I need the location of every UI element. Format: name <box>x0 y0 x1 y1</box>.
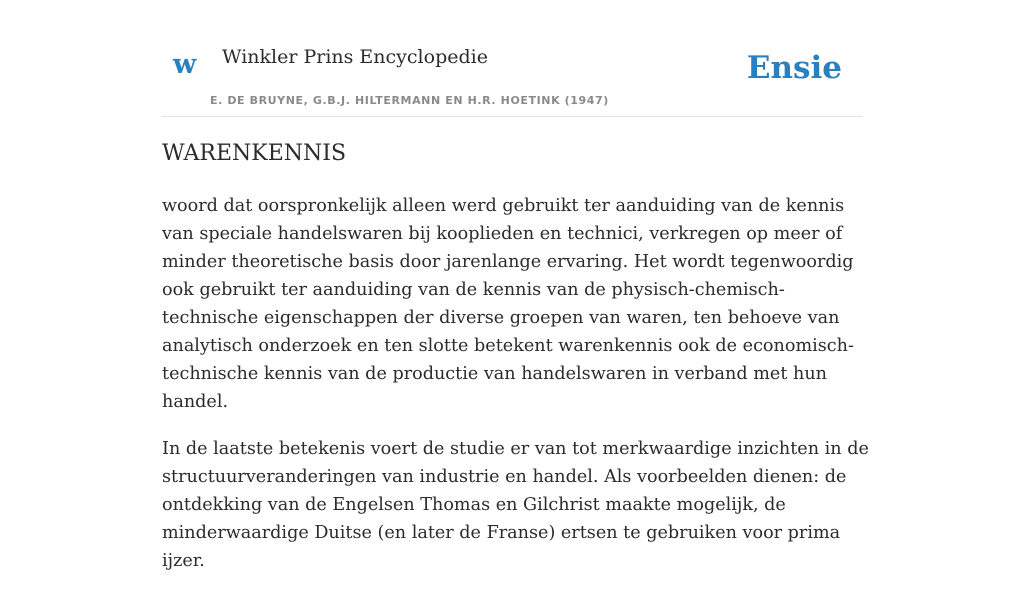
brand-logo[interactable]: Ensie <box>746 50 842 86</box>
authors-line: E. DE BRUYNE, G.B.J. HILTERMANN EN H.R. HOETINK (1947) <box>210 94 609 107</box>
article-paragraph: woord dat oorspronkelijk alleen werd gebruikt ter aanduiding van de kennis van speciale handelswaren bij kooplieden en technici, verkregen op meer of minder theoretische basis door jarenlange ervaring. Het wordt tegenwoordig ook gebruikt ter aanduiding van de kennis van de physisch-chemisch-technische eigenschappen der diverse groepen van waren, ten behoeve van analytisch onderzoek en ten slotte betekent warenkennis ook de economisch-technische kennis van de productie van handelswaren in verband met hun handel. <box>162 196 854 412</box>
article-paragraph: In de laatste betekenis voert de studie er van tot merkwaardige inzichten in de structuurveranderingen van industrie en handel. Als voorbeelden dienen: de ontdekking van de Engelsen Thomas en Gilchrist maakte mogelijk, de minderwaardige Duitse (en later de Franse) ertsen te gebruiken voor prima ijzer. <box>162 439 869 571</box>
article-title: WARENKENNIS <box>162 141 347 166</box>
site-header <box>162 0 862 117</box>
site-logo-w[interactable]: w <box>173 49 197 80</box>
site-title[interactable]: Winkler Prins Encyclopedie <box>222 46 488 68</box>
article-body <box>162 192 872 594</box>
